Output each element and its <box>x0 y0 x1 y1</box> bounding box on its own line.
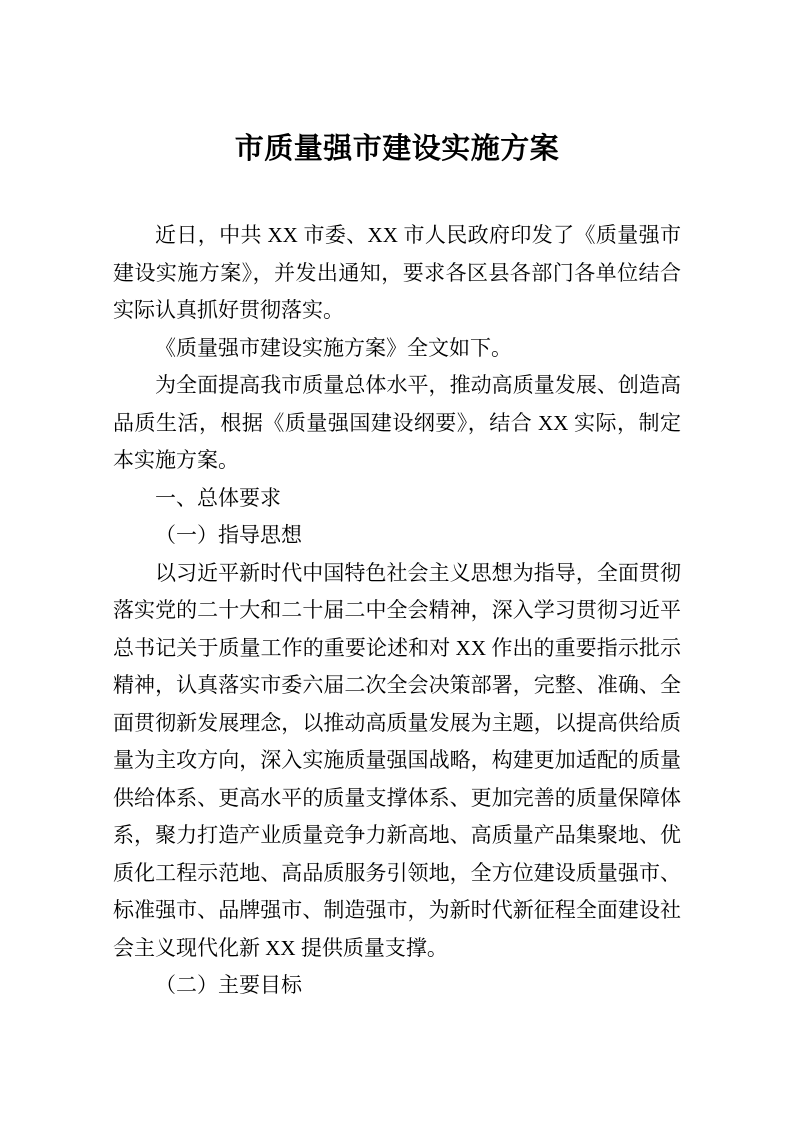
paragraph-purpose: 为全面提高我市质量总体水平，推动高质量发展、创造高品质生活，根据《质量强国建设纲要》，结合 XX 实际，制定本实施方案。 <box>113 373 681 472</box>
paragraph-intro: 近日，中共 XX 市委、XX 市人民政府印发了《质量强市建设实施方案》，并发出通知，要求各区县各部门各单位结合实际认真抓好贯彻落实。 <box>113 223 681 322</box>
document-title: 市质量强市建设实施方案 <box>234 133 560 165</box>
subsection-heading-guiding-ideology: （一）指导思想 <box>155 523 302 547</box>
document-body <box>113 217 681 1005</box>
subsection-heading-main-goals: （二）主要目标 <box>155 973 302 997</box>
paragraph-guiding-ideology-body: 以习近平新时代中国特色社会主义思想为指导，全面贯彻落实党的二十大和二十届二中全会精神，深入学习贯彻习近平总书记关于质量工作的重要论述和对 XX 作出的重要指示批示精神，认真落实市委六届二次全会决策部署，完整、准确、全面贯彻新发展理念，以推动高质量发展为主题，以提高供给质量为主攻方向，深入实施质量强国战略，构建更加适配的质量供给体系、更高水平的质量支撑体系、更加完善的质量保障体系，聚力打造产业质量竞争力新高地、高质量产品集聚地、优质化工程示范地、高品质服务引领地，全方位建设质量强市、标准强市、品牌强市、制造强市，为新时代新征程全面建设社会主义现代化新 XX 提供质量支撑。 <box>113 560 681 960</box>
section-heading-overall-requirements: 一、总体要求 <box>155 485 281 510</box>
paragraph-fulltext-note: 《质量强市建设实施方案》全文如下。 <box>155 335 512 360</box>
